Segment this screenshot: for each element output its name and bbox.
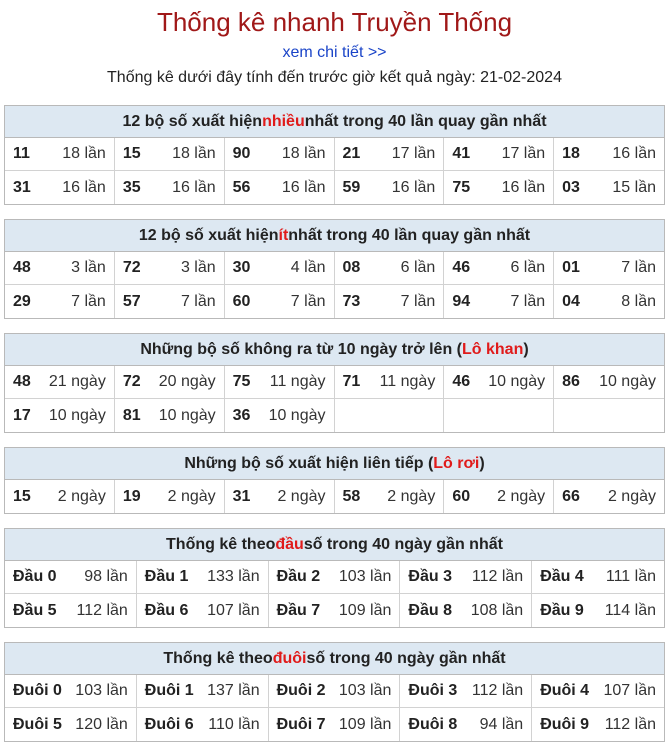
stat-cell: [444, 138, 554, 171]
stat-count: 111 lần: [605, 568, 656, 585]
section-header: [5, 106, 664, 138]
stat-number: 48: [13, 259, 31, 276]
stat-count: 18 lần: [172, 145, 216, 162]
stat-number: Đuôi 6: [144, 715, 194, 733]
stat-count: 20 ngày: [158, 373, 216, 390]
stat-cell: [137, 675, 269, 708]
stat-cell: [115, 252, 225, 285]
stat-count: 7 lần: [290, 292, 326, 310]
stat-cell: [225, 252, 335, 285]
stat-cell: [225, 399, 335, 432]
stat-number: 41: [452, 145, 471, 162]
stat-cell: [444, 366, 554, 399]
stat-number: Đầu 6: [144, 601, 189, 619]
header-text: nhất trong 40 lần quay gần nhất: [304, 112, 547, 130]
stat-count: 4 lần: [290, 259, 326, 276]
stat-count: 11 ngày: [269, 373, 326, 390]
stat-cell: [137, 561, 269, 594]
header-highlight: ít: [278, 226, 289, 244]
lo-roi-section: [4, 447, 665, 514]
stat-number: 36: [232, 406, 251, 424]
stat-count: 7 lần: [400, 292, 436, 310]
stat-count: 114 lần: [604, 601, 656, 619]
stat-number: 21: [342, 145, 361, 162]
stat-number: 19: [122, 487, 141, 505]
stat-number: Đầu 1: [144, 568, 189, 585]
stat-count: 10 ngày: [268, 406, 326, 424]
stat-number: 17: [13, 406, 31, 424]
section-header: [5, 529, 664, 561]
stat-number: 59: [342, 178, 361, 196]
stat-count: 108 lần: [470, 601, 524, 619]
stat-cell: [115, 480, 225, 513]
stat-count: 2 ngày: [607, 487, 656, 505]
stat-number: 35: [122, 178, 141, 196]
stat-number: 48: [13, 373, 31, 390]
stat-number: 94: [452, 292, 471, 310]
stat-number: Đầu 3: [408, 568, 452, 585]
header-highlight: đuôi: [272, 649, 307, 667]
stat-number: 73: [342, 292, 361, 310]
stat-cell: [554, 366, 664, 399]
stat-cell: [225, 171, 335, 204]
stat-count: 112 lần: [604, 715, 656, 733]
stat-count: 103 lần: [338, 682, 392, 699]
section-header: [5, 220, 664, 252]
stat-cell: [532, 594, 664, 627]
stat-number: 72: [122, 373, 141, 390]
stat-count: 107 lần: [603, 682, 656, 699]
stat-number: 72: [122, 259, 141, 276]
stat-count: 16 lần: [281, 178, 326, 196]
stat-count: 10 ngày: [488, 373, 546, 390]
stat-count: 112 lần: [471, 568, 524, 585]
header-text: Những bộ số không ra từ 10 ngày trở lên (: [140, 340, 462, 358]
stat-number: Đuôi 3: [408, 682, 458, 699]
stat-number: 71: [342, 373, 361, 390]
most-frequent-section: [4, 105, 665, 205]
stat-number: Đuôi 8: [408, 715, 458, 733]
stat-cell: [335, 138, 445, 171]
stat-cell: [269, 675, 401, 708]
stat-count: 16 lần: [501, 178, 546, 196]
stat-count: 110 lần: [208, 715, 260, 733]
stat-cell: [444, 252, 554, 285]
stat-count: 112 lần: [76, 601, 128, 619]
stat-cell: [400, 594, 532, 627]
stat-count: 10 ngày: [48, 406, 106, 424]
section-header: [5, 448, 664, 480]
stat-count: 2 ngày: [387, 487, 436, 505]
stat-number: Đầu 8: [408, 601, 452, 619]
stat-cell: [554, 171, 664, 204]
stat-count: 17 lần: [501, 145, 546, 162]
stat-cell: [269, 708, 401, 741]
stat-number: 57: [122, 292, 141, 310]
stat-number: 08: [342, 259, 361, 276]
stat-cell: [5, 366, 115, 399]
stat-cell: [269, 594, 401, 627]
stat-cell: [554, 138, 664, 171]
stat-cell: [137, 708, 269, 741]
stats-grid: [5, 561, 664, 627]
stat-cell: [554, 480, 664, 513]
stat-count: 17 lần: [391, 145, 436, 162]
section-header: [5, 334, 664, 366]
stats-grid: [5, 366, 664, 432]
stat-number: Đuôi 2: [276, 682, 326, 699]
stat-count: 103 lần: [75, 682, 128, 699]
stat-number: 90: [232, 145, 251, 162]
stats-grid: [5, 480, 664, 513]
stat-cell: [225, 138, 335, 171]
stat-count: 107 lần: [207, 601, 260, 619]
stat-number: 56: [232, 178, 251, 196]
stat-cell: [5, 138, 115, 171]
stat-count: 2 ngày: [497, 487, 546, 505]
header-text: nhất trong 40 lần quay gần nhất: [288, 226, 531, 244]
stat-number: Đuôi 9: [540, 715, 590, 733]
header-text: Thống kê theo: [166, 535, 276, 553]
stat-cell: [554, 252, 664, 285]
stat-count: 16 lần: [391, 178, 436, 196]
stat-number: Đầu 7: [276, 601, 321, 619]
stat-cell: [5, 708, 137, 741]
stat-cell: [115, 138, 225, 171]
view-details-link[interactable]: xem chi tiết >>: [282, 44, 387, 61]
stat-number: Đuôi 1: [144, 682, 194, 699]
stat-cell: [532, 708, 664, 741]
header-text: số trong 40 ngày gần nhất: [303, 535, 503, 553]
stat-number: 66: [562, 487, 580, 505]
stat-number: Đuôi 0: [13, 682, 62, 699]
stat-count: 94 lần: [479, 715, 524, 733]
section-header: [5, 643, 664, 675]
stat-cell: [5, 675, 137, 708]
stats-grid: [5, 138, 664, 204]
stat-cell: [225, 480, 335, 513]
stat-number: Đuôi 4: [540, 682, 590, 699]
stat-cell: [400, 561, 532, 594]
stat-number: 46: [452, 373, 471, 390]
duoi-section: [4, 642, 665, 742]
stat-number: 29: [13, 292, 31, 310]
stat-cell: [5, 399, 115, 432]
stat-count: 137 lần: [207, 682, 260, 699]
header-text: 12 bộ số xuất hiện: [122, 112, 263, 130]
stat-number: 30: [232, 259, 251, 276]
stat-number: Đầu 2: [276, 568, 321, 585]
stat-count: 3 lần: [180, 259, 216, 276]
stat-cell: [532, 561, 664, 594]
stat-count: 18 lần: [281, 145, 326, 162]
stat-count: 7 lần: [621, 259, 656, 276]
stat-number: 58: [342, 487, 361, 505]
stat-number: Đuôi 5: [13, 715, 62, 733]
dau-section: [4, 528, 665, 628]
stat-count: 6 lần: [510, 259, 546, 276]
stat-count: 10 ngày: [158, 406, 216, 424]
stat-number: 60: [232, 292, 251, 310]
stat-count: 2 ngày: [57, 487, 106, 505]
stat-count: 6 lần: [400, 259, 436, 276]
stat-cell: [554, 285, 664, 318]
stat-cell: [115, 399, 225, 432]
header-text: 12 bộ số xuất hiện: [138, 226, 279, 244]
stat-number: 60: [452, 487, 471, 505]
stat-count: 11 ngày: [379, 373, 436, 390]
stat-number: 04: [562, 292, 580, 310]
stat-count: 133 lần: [207, 568, 260, 585]
stat-number: Đầu 0: [13, 568, 57, 585]
stat-cell: [5, 285, 115, 318]
stat-cell: [400, 675, 532, 708]
stat-cell: [444, 285, 554, 318]
stat-cell: [269, 561, 401, 594]
stat-number: 31: [13, 178, 31, 196]
stat-cell: [335, 480, 445, 513]
page-title: Thống kê nhanh Truyền Thống: [156, 7, 513, 37]
stat-number: 46: [452, 259, 471, 276]
stat-number: Đầu 4: [540, 568, 584, 585]
stat-count: 109 lần: [338, 715, 392, 733]
empty-cell: [444, 399, 554, 432]
stat-count: 3 lần: [71, 259, 106, 276]
least-frequent-section: [4, 219, 665, 319]
stat-count: 16 lần: [62, 178, 106, 196]
stat-cell: [5, 480, 115, 513]
stat-cell: [532, 675, 664, 708]
stats-grid: [5, 252, 664, 318]
stat-number: 75: [232, 373, 251, 390]
stat-count: 98 lần: [84, 568, 128, 585]
stat-number: Đuôi 7: [276, 715, 326, 733]
stat-cell: [225, 366, 335, 399]
stat-number: Đầu 5: [13, 601, 57, 619]
stat-count: 18 lần: [62, 145, 106, 162]
stat-cell: [444, 480, 554, 513]
stat-count: 16 lần: [612, 145, 656, 162]
header-text: ): [523, 340, 529, 358]
stat-number: 11: [13, 145, 30, 162]
header-highlight: nhiều: [262, 112, 305, 130]
stat-count: 7 lần: [510, 292, 546, 310]
header-text: Những bộ số xuất hiện liên tiếp (: [184, 454, 434, 472]
stat-number: 18: [562, 145, 580, 162]
stat-number: 86: [562, 373, 580, 390]
lo-khan-section: [4, 333, 665, 433]
header-highlight: Lô khan: [462, 340, 524, 358]
stat-cell: [5, 252, 115, 285]
stat-count: 15 lần: [612, 178, 656, 196]
stat-cell: [335, 252, 445, 285]
header-text: số trong 40 ngày gần nhất: [306, 649, 506, 667]
stat-cell: [400, 708, 532, 741]
stat-count: 112 lần: [471, 682, 524, 699]
stat-number: 03: [562, 178, 580, 196]
stat-count: 120 lần: [75, 715, 128, 733]
stat-cell: [5, 594, 137, 627]
stat-cell: [115, 171, 225, 204]
stat-number: 01: [562, 259, 580, 276]
stat-count: 2 ngày: [167, 487, 216, 505]
stat-count: 109 lần: [338, 601, 392, 619]
stat-number: 75: [452, 178, 471, 196]
stat-count: 2 ngày: [277, 487, 326, 505]
empty-cell: [335, 399, 445, 432]
stat-cell: [335, 285, 445, 318]
stat-cell: [5, 561, 137, 594]
stat-number: Đầu 9: [540, 601, 584, 619]
stat-count: 16 lần: [172, 178, 216, 196]
stat-cell: [225, 285, 335, 318]
stat-count: 8 lần: [621, 292, 656, 310]
stat-count: 7 lần: [71, 292, 106, 310]
stat-cell: [335, 171, 445, 204]
empty-cell: [554, 399, 664, 432]
header-text: Thống kê theo: [163, 649, 273, 667]
stat-cell: [444, 171, 554, 204]
header-text: ): [479, 454, 485, 472]
stat-count: 10 ngày: [599, 373, 656, 390]
stat-cell: [115, 366, 225, 399]
stat-count: 21 ngày: [48, 373, 106, 390]
stat-number: 31: [232, 487, 251, 505]
stat-cell: [335, 366, 445, 399]
stat-count: 103 lần: [338, 568, 392, 585]
stat-number: 15: [122, 145, 141, 162]
header-highlight: đầu: [275, 535, 304, 553]
stat-count: 7 lần: [180, 292, 216, 310]
stat-cell: [5, 171, 115, 204]
stat-number: 15: [13, 487, 31, 505]
page-subtitle: Thống kê dưới đây tính đến trước giờ kết quả ngày: 21-02-2024: [107, 69, 562, 86]
stats-grid: [5, 675, 664, 741]
stat-number: 81: [122, 406, 141, 424]
stat-cell: [115, 285, 225, 318]
header-highlight: Lô rơi: [433, 454, 480, 472]
stat-cell: [137, 594, 269, 627]
